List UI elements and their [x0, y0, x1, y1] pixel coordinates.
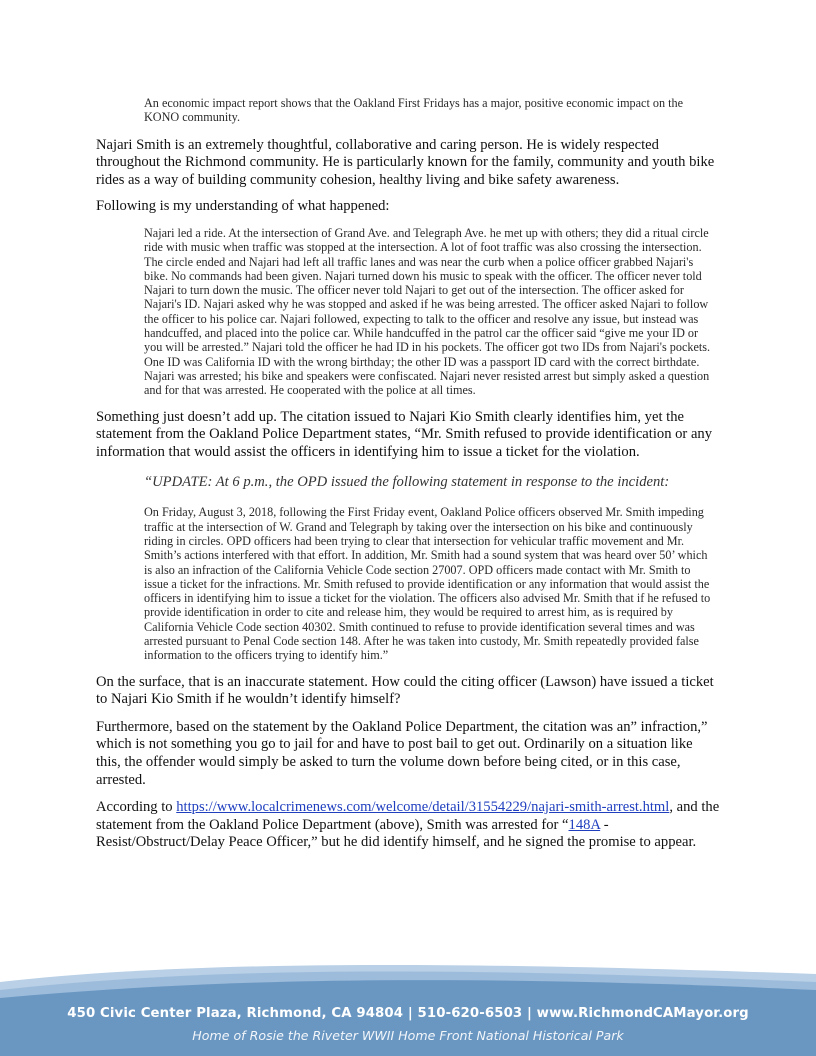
- crime-news-link[interactable]: https://www.localcrimenews.com/welcome/detail/31554229/najari-smith-arrest.html: [176, 799, 670, 816]
- paragraph-on-the-surface: On the surface, that is an inaccurate statement. How could the citing officer (Lawson) have issued a ticket to Najari Kio Smith if he wouldn’t identify himself?: [96, 673, 714, 708]
- quote-economic-impact: An economic impact report shows that the Oakland First Fridays has a major, positive economic impact on the KONO community.: [144, 96, 684, 125]
- paragraph-najari-description: Najari Smith is an extremely thoughtful, collaborative and caring person. He is widely respected throughout the Richmond community. He is particularly known for the family, community and youth bike rides as a way of building community cohesion, healthy living and bike safety awareness.: [96, 136, 715, 188]
- quote-incident-account: Najari led a ride. At the intersection of Grand Ave. and Telegraph Ave. he met up with others; they did a ritual circle ride with music when traffic was stopped at the intersection. A lot of foot traffic was also crossing the intersection. The circle ended and Najari had left all traffic lanes and was near the curb when a police officer grabbed Najari's bike. No commands had been given. Najari turned down his music to speak with the officer. The officer never told Najari to turn down the music. The officer never told Najari to get out of the intersection. The officer asked for Najari's ID. Najari asked why he was stopped and asked if he was being arrested. The officer asked Najari to follow the officer to his police car. Najari followed, expecting to talk to the officer and resolve any issue, but instead was handcuffed, and placed into the police car. While handcuffed in the patrol car the officer said “give me your ID or you will be arrested.” Najari told the officer he had ID in his pockets. The officer got two IDs from Najari's pockets. One ID was California ID with the wrong birthday; the other ID was a passport ID card with the correct birthdate. Najari was arrested; his bike and speakers were confiscated. Najari never resisted arrest but simply asked a question and for that was arrested. He cooperated with the police at all times.: [144, 225, 711, 398]
- letter-body: [96, 96, 720, 852]
- update-heading: “UPDATE: At 6 p.m., the OPD issued the following statement in response to the incident:: [144, 474, 670, 491]
- quote-opd-statement: On Friday, August 3, 2018, following the First Friday event, Oakland Police officers observed Mr. Smith impeding traffic at the intersection of W. Grand and Telegraph by taking over the intersection on his bike and continuously riding in circles. OPD officers had been trying to clear that intersection for vehicular traffic movement and Mr. Smith’s actions interfered with that effort. In addition, Mr. Smith had a sound system that was heard over 50’ which is also an infraction of the California Vehicle Code section 27007. OPD officers made contact with Mr. Smith to issue a ticket for the infractions. Mr. Smith refused to provide identification or any information that would assist the officers in identifying him to issue a ticket for the violation. The officers also advised Mr. Smith that if he refused to provide identification in order to cite and release him, they would be required to arrest him, as is required by California Vehicle Code section 40302. Smith continued to refuse to provide identification several times and was arrested pursuant to Penal Code section 148. After he was taken into custody, Mr. Smith repeatedly provided false information to the officers trying to identify him.”: [144, 505, 711, 663]
- footer-tagline: Home of Rosie the Riveter WWII Home Front National Historical Park: [192, 1028, 624, 1043]
- letterhead-footer: [0, 956, 816, 1056]
- footer-address-line: 450 Civic Center Plaza, Richmond, CA 94804 | 510-620-6503 | www.RichmondCAMayor.org: [67, 1006, 749, 1021]
- paragraph-furthermore: Furthermore, based on the statement by the Oakland Police Department, the citation was an” infraction,” which is not something you go to jail for and have to post bail to get out. Ordinarily on a situation like this, the offender would simply be asked to turn the volume down before being cited, or in this case, arrested.: [96, 718, 708, 788]
- according-text-middle: , and the statement from the Oakland Police Department (above), Smith was arrested for “: [96, 799, 720, 833]
- penal-code-148a-link[interactable]: 148A: [568, 816, 601, 833]
- according-text-after: - Resist/Obstruct/Delay Peace Officer,” but he did identify himself, and he signed the promise to appear.: [96, 816, 697, 851]
- paragraph-something-doesnt-add-up: Something just doesn’t add up. The citation issued to Najari Kio Smith clearly identifies him, yet the statement from the Oakland Police Department states, “Mr. Smith refused to provide identification or any information that would assist the officers in identifying him to issue a ticket for the violation.: [96, 408, 713, 460]
- paragraph-following: Following is my understanding of what happened:: [96, 198, 390, 215]
- according-text-before: According to: [96, 799, 177, 816]
- paragraph-according-to: [96, 799, 720, 852]
